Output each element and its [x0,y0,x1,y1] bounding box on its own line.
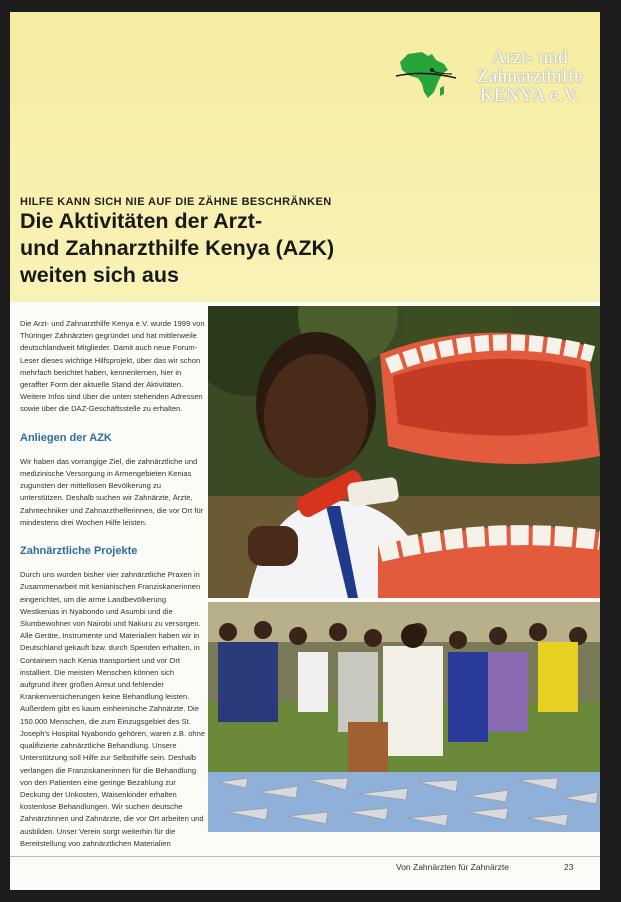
anliegen-paragraph: Wir haben das vorrangige Ziel, die zahnärztliche und medizinische Versorgung in Armengebieten Kenias zugunsten der mittellosen Bevölkerung zu unterstützen. Deshalb suchen wir Zahnärzte, Ärzte, Zahntechniker und Zahnarzthelferinnen, die vor Ort für mindestens drei Wochen Hilfe leisten. [20,456,204,527]
logo-line-1: Arzt- und [491,47,569,68]
footer-text: Von Zahnärzten für Zahnärzte [396,862,509,872]
magazine-page [10,12,600,890]
title-line-2: und Zahnarzthilfe Kenya (AZK) [20,236,335,260]
intro-paragraph: Die Arzt- und Zahnarzthilfe Kenya e.V. wurde 1999 von Thüringer Zahnärzten gegründet und hat mittlerweile deutschlandweit Mitglieder. Damit auch neue Forum-Leser dieses wichtige Hilfsprojekt, über das wir schon mehrfach berichtet haben, kennenlernen, hier in geraffter Form der aktuelle Stand der Aktivitäten. Weitere Infos sind über die unten stehenden Adressen sowie über die DAZ-Geschäftsstelle zu erhalten. [20,319,205,414]
header-band [10,12,600,302]
footer-rule [10,856,600,857]
logo-text [466,48,594,105]
title-line-3: weiten sich aus [20,263,179,287]
kicker-headline: HILFE KANN SICH NIE AUF DIE ZÄHNE BESCHRÄNKEN [20,196,332,208]
photo-boy-with-dental-model [208,306,600,598]
title-line-1: Die Aktivitäten der Arzt- [20,209,263,233]
page-number: 23 [564,862,574,872]
logo-line-2: Zahnarzthilfe [476,66,584,87]
projekte-paragraph: Durch uns wurden bisher vier zahnärztliche Praxen in Zusammenarbeit mit kenianischen Franziskanerinnen eingerichtet, um die arme Landbevölkerung Westkenias in Nyabondo und Asumbi und die Slumbewohner von Nairobi und Nakuru zu versorgen. Alle Geräte, Instrumente und Materialien haben wir in Deutschland gekauft bzw. durch Spenden erhalten, in Containern nach Kenia transportiert und vor Ort installiert. Die meisten Menschen können sich aufgrund ihrer großen Armut und fehlender Krankenversicherungen keine Behandlung leisten. Außerdem gibt es kaum einheimische Zahnärzte. Die 150.000 Menschen, die zum Einzugsgebiet des St. Joseph's Hospital Nyabondo gehören, waren z.B. ohne qualifizierte zahnärztliche Behandlung. Unsere Unterstützung soll Hilfe zur Selbsthilfe sein. Deshalb verlangen die Franziskanerinnen für die Behandlung von den Patienten eine geringe Bezahlung zur Deckung der Unkosten, Waisenkinder erhalten kostenlose Behandlungen. Wir suchen deutsche Zahnärztinnen und Zahnärzte, die vor Ort arbeiten und ausbilden. Unser Verein sorgt weiterhin für die Bereitstellung von zahnärztlichen Materialien [20,570,206,848]
photo-outdoor-dental-clinic [208,602,600,832]
azk-logo [394,48,594,110]
africa-map-icon [394,48,458,104]
logo-line-3: KENYA e.V. [479,85,581,106]
section-heading-projekte: Zahnärztliche Projekte [20,545,138,558]
text-column [20,318,206,850]
article-title [20,208,380,289]
section-heading-anliegen: Anliegen der AZK [20,431,112,444]
